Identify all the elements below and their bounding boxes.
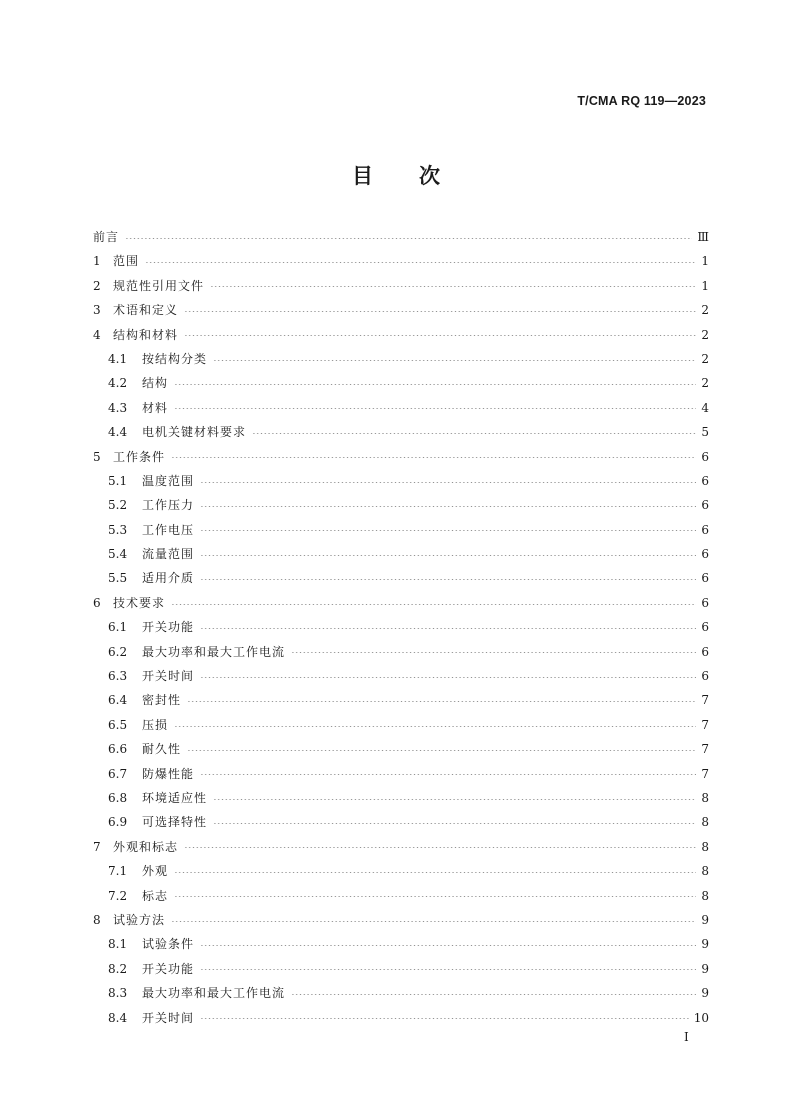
toc-entry-number: 4 (93, 327, 101, 342)
toc-entry[interactable] (93, 664, 709, 688)
toc-entry[interactable] (93, 810, 709, 834)
toc-entry-page: 7 (701, 766, 709, 781)
toc-entry-page: 7 (701, 693, 709, 708)
toc-entry-number: 7 (93, 839, 101, 854)
toc-entry-label: 最大功率和最大工作电流 (142, 644, 286, 659)
toc-entry-label: 耐久性 (142, 742, 182, 757)
toc-dot-leader (174, 408, 696, 409)
toc-entry-page: 9 (701, 912, 709, 927)
toc-dot-leader (200, 482, 696, 483)
toc-entry-number: 4.4 (108, 425, 128, 440)
toc-dot-leader (184, 311, 696, 312)
toc-entry-page: 6 (701, 473, 709, 488)
toc-entry[interactable] (93, 591, 709, 615)
toc-entry-number: 7.1 (108, 864, 128, 879)
table-of-contents (93, 225, 709, 1030)
toc-entry-label: 术语和定义 (113, 303, 179, 318)
toc-entry-number: 6.5 (108, 717, 128, 732)
toc-dot-leader (200, 969, 696, 970)
toc-entry-page: 2 (701, 376, 709, 391)
toc-entry[interactable] (93, 957, 709, 981)
toc-entry-page: 8 (701, 864, 709, 879)
toc-entry[interactable] (93, 1006, 709, 1030)
toc-entry[interactable] (93, 493, 709, 517)
toc-dot-leader (125, 238, 692, 239)
toc-entry-number: 6 (93, 595, 101, 610)
toc-entry[interactable] (93, 688, 709, 712)
toc-dot-leader (174, 726, 696, 727)
toc-dot-leader (145, 262, 696, 263)
page-title: 目次 (352, 164, 486, 188)
toc-entry-number: 6.3 (108, 669, 128, 684)
toc-dot-leader (200, 555, 696, 556)
toc-entry-number: 8.3 (108, 986, 128, 1001)
toc-dot-leader (187, 750, 696, 751)
toc-entry[interactable] (93, 445, 709, 469)
toc-entry-page: 4 (701, 400, 709, 415)
toc-entry-label: 最大功率和最大工作电流 (142, 986, 286, 1001)
toc-entry-page: 10 (693, 1010, 709, 1025)
toc-entry-number: 6.6 (108, 742, 128, 757)
toc-entry-page: 6 (701, 669, 709, 684)
toc-dot-leader (184, 847, 696, 848)
toc-entry-number: 5.3 (108, 522, 128, 537)
toc-entry[interactable] (93, 371, 709, 395)
toc-entry-page: 7 (701, 742, 709, 757)
page-number: I (684, 1030, 689, 1044)
toc-dot-leader (187, 701, 696, 702)
toc-dot-leader (200, 579, 696, 580)
toc-entry-label: 防爆性能 (142, 766, 195, 781)
toc-entry[interactable] (93, 932, 709, 956)
toc-dot-leader (210, 286, 696, 287)
toc-dot-leader (200, 628, 696, 629)
toc-entry-page: 7 (701, 717, 709, 732)
toc-entry[interactable] (93, 762, 709, 786)
toc-entry-page: 2 (701, 303, 709, 318)
toc-entry-number: 8.2 (108, 961, 128, 976)
toc-entry-label: 密封性 (142, 693, 182, 708)
toc-dot-leader (174, 384, 696, 385)
toc-entry-label: 试验条件 (142, 937, 195, 952)
toc-dot-leader (200, 945, 696, 946)
toc-entry[interactable] (93, 518, 709, 542)
toc-dot-leader (200, 1018, 689, 1019)
toc-entry-label: 可选择特性 (142, 815, 208, 830)
toc-entry-page: 9 (701, 937, 709, 952)
toc-entry[interactable] (93, 542, 709, 566)
toc-entry-page: 6 (701, 449, 709, 464)
toc-entry-label: 规范性引用文件 (113, 278, 205, 293)
toc-dot-leader (200, 774, 696, 775)
toc-dot-leader (184, 335, 696, 336)
toc-entry-label: 结构和材料 (113, 327, 179, 342)
toc-entry-page: 8 (701, 888, 709, 903)
toc-dot-leader (213, 799, 696, 800)
toc-entry-label: 外观和标志 (113, 839, 179, 854)
toc-entry-page: 9 (701, 961, 709, 976)
toc-entry-number: 6.9 (108, 815, 128, 830)
toc-entry-number: 2 (93, 278, 101, 293)
toc-entry[interactable] (93, 859, 709, 883)
toc-entry[interactable] (93, 274, 709, 298)
toc-entry-label: 适用介质 (142, 571, 195, 586)
toc-entry-label: 工作压力 (142, 498, 195, 513)
toc-entry-number: 8 (93, 912, 101, 927)
toc-entry-label: 结构 (142, 376, 169, 391)
toc-entry-page: 8 (701, 790, 709, 805)
toc-entry-label: 开关功能 (142, 961, 195, 976)
toc-entry[interactable] (93, 396, 709, 420)
toc-entry[interactable] (93, 713, 709, 737)
toc-entry[interactable] (93, 323, 709, 347)
toc-entry-page: 9 (701, 986, 709, 1001)
toc-entry-number: 4.1 (108, 351, 128, 366)
toc-entry-label: 电机关键材料要求 (142, 425, 247, 440)
toc-entry-label: 前言 (93, 230, 120, 244)
toc-entry-page: 2 (701, 351, 709, 366)
toc-entry[interactable] (93, 737, 709, 761)
toc-entry[interactable] (93, 615, 709, 639)
toc-entry[interactable] (93, 835, 709, 859)
toc-entry-label: 压损 (142, 717, 169, 732)
toc-entry-number: 6.8 (108, 790, 128, 805)
toc-entry-page: 6 (701, 547, 709, 562)
toc-dot-leader (291, 994, 696, 995)
toc-entry-page: 5 (701, 425, 709, 440)
toc-entry-number: 6.4 (108, 693, 128, 708)
toc-dot-leader (174, 896, 696, 897)
toc-dot-leader (171, 604, 696, 605)
toc-entry[interactable] (93, 225, 709, 249)
toc-entry-label: 开关功能 (142, 620, 195, 635)
toc-entry-label: 开关时间 (142, 669, 195, 684)
toc-entry-label: 环境适应性 (142, 790, 208, 805)
toc-entry-page: 1 (701, 254, 709, 269)
toc-entry-number: 6.2 (108, 644, 128, 659)
toc-entry-page: 6 (701, 571, 709, 586)
toc-entry-label: 工作条件 (113, 449, 166, 464)
toc-entry-page: 6 (701, 595, 709, 610)
toc-entry-label: 温度范围 (142, 473, 195, 488)
toc-entry-page: 1 (701, 278, 709, 293)
toc-entry-page: 6 (701, 498, 709, 513)
toc-entry-number: 5 (93, 449, 101, 464)
toc-entry-number: 5.2 (108, 498, 128, 513)
toc-entry-page: 2 (701, 327, 709, 342)
toc-entry-label: 标志 (142, 888, 169, 903)
toc-entry-label: 按结构分类 (142, 351, 208, 366)
toc-entry-label: 试验方法 (113, 912, 166, 927)
toc-entry-label: 开关时间 (142, 1010, 195, 1025)
toc-entry-label: 技术要求 (113, 595, 166, 610)
toc-entry-number: 4.2 (108, 376, 128, 391)
toc-entry[interactable] (93, 298, 709, 322)
toc-entry-number: 1 (93, 254, 101, 269)
toc-entry-label: 材料 (142, 400, 169, 415)
toc-entry-page: 8 (701, 815, 709, 830)
toc-dot-leader (213, 823, 696, 824)
toc-entry-page: 6 (701, 522, 709, 537)
toc-entry-page: 6 (701, 620, 709, 635)
toc-entry-label: 范围 (113, 254, 140, 269)
toc-entry-label: 外观 (142, 864, 169, 879)
toc-dot-leader (200, 530, 696, 531)
toc-dot-leader (200, 677, 696, 678)
toc-entry[interactable] (93, 786, 709, 810)
standard-code: T/CMA RQ 119—2023 (577, 94, 706, 108)
toc-entry-label: 流量范围 (142, 547, 195, 562)
toc-entry-number: 4.3 (108, 400, 128, 415)
toc-dot-leader (171, 921, 696, 922)
toc-entry[interactable] (93, 566, 709, 590)
toc-entry-number: 7.2 (108, 888, 128, 903)
toc-dot-leader (291, 652, 696, 653)
toc-entry-page: Ⅲ (697, 230, 709, 244)
toc-entry-number: 5.1 (108, 473, 128, 488)
toc-dot-leader (200, 506, 696, 507)
toc-entry-number: 5.4 (108, 547, 128, 562)
toc-dot-leader (252, 433, 696, 434)
toc-entry[interactable] (93, 249, 709, 273)
toc-entry-number: 6.7 (108, 766, 128, 781)
toc-entry-page: 8 (701, 839, 709, 854)
toc-entry[interactable] (93, 908, 709, 932)
toc-dot-leader (213, 360, 696, 361)
toc-entry-number: 3 (93, 303, 101, 318)
toc-entry[interactable] (93, 981, 709, 1005)
toc-entry-page: 6 (701, 644, 709, 659)
toc-dot-leader (174, 872, 696, 873)
toc-entry-number: 8.4 (108, 1010, 128, 1025)
toc-entry[interactable] (93, 640, 709, 664)
toc-entry-label: 工作电压 (142, 522, 195, 537)
toc-entry-number: 6.1 (108, 620, 128, 635)
toc-entry-number: 8.1 (108, 937, 128, 952)
toc-entry[interactable] (93, 347, 709, 371)
toc-dot-leader (171, 457, 696, 458)
toc-entry[interactable] (93, 469, 709, 493)
toc-entry[interactable] (93, 420, 709, 444)
toc-entry[interactable] (93, 884, 709, 908)
toc-entry-number: 5.5 (108, 571, 128, 586)
